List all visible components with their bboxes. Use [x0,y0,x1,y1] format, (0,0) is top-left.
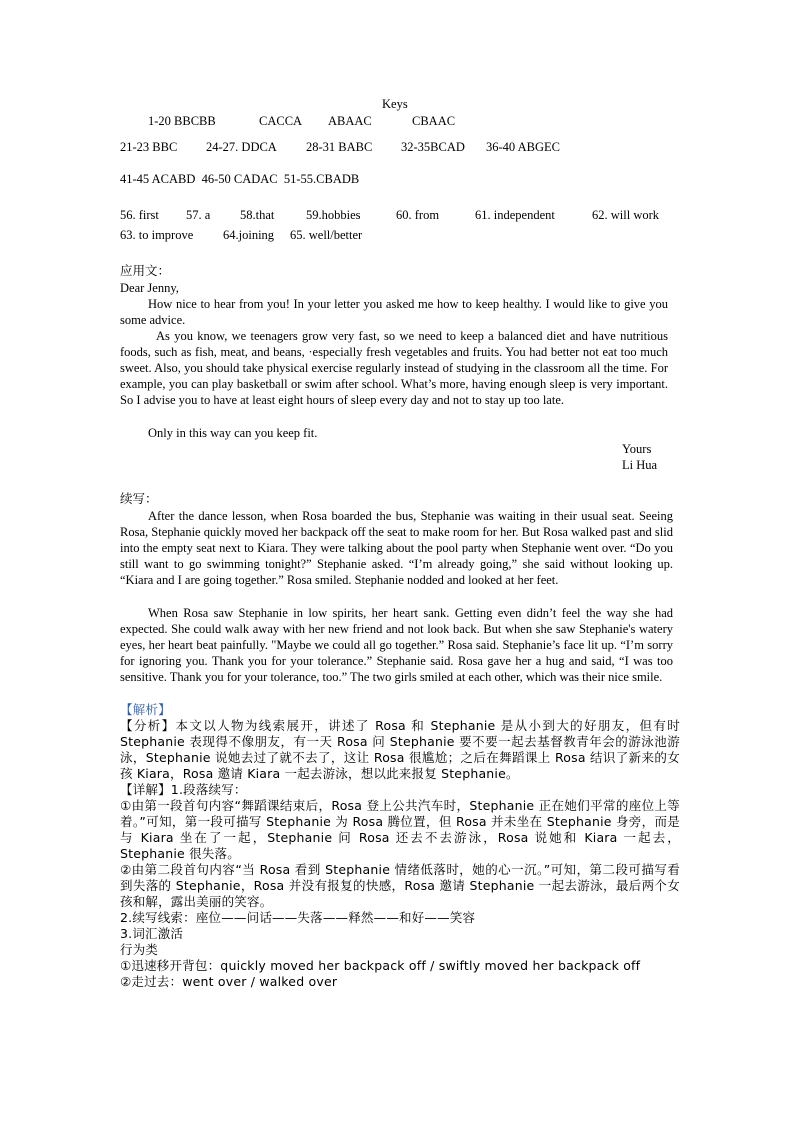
letter-greeting: Dear Jenny, [120,281,179,295]
key-item: 65. well/better [290,228,363,242]
letter-closing: Yours [622,442,652,456]
continuation-paragraph-1: After the dance lesson, when Rosa boarded the bus, Stephanie was waiting in their usual seat. Seeing Rosa, Stephanie quickly moved her backpack off the seat to make room for her. But Rosa walked past and slid into the empty seat next to Kiara. They were talking about the pool party when Stephanie went over. “Do you still want to go swimming tonight?” Stephanie asked. “I’m already going,” she said without looking up. “Kiara and I are going together.” Rosa smiled. Stephanie nodded and looked at her feet. [120,509,673,587]
analysis-category: 行为类 [120,942,159,957]
analysis-section [120,702,680,990]
key-item: 58.that [240,208,275,222]
key-item: 57. a [186,208,211,222]
key-group: ABAAC [328,114,372,128]
continuation-paragraph-2: When Rosa saw Stephanie in low spirits, her heart sank. Getting even didn’t feel the way she had expected. She could walk away with her new friend and not look back. But when she saw Stephanie's watery eyes, her heart beat painfully. "Maybe we could all go together.” Rosa said. Stephanie’s face lit up. “I’m sorry for ignoring you. Thank you for your tolerance.” Stephanie said. Rosa gave her a hug and said, “I was too sensitive. Thank you for your tolerance, too.” The two girls smiled at each other, which was their nice smile. [120,606,673,684]
letter-signature: Li Hua [622,458,658,472]
key-group: 28-31 BABC [306,140,373,154]
key-group: 36-40 ABGEC [486,140,560,154]
key-item: 56. first [120,208,159,222]
letter-heading: 应用文： [120,263,171,278]
analysis-clue: 2.续写线索：座位——问话——失落——释然——和好——笑容 [120,910,476,925]
analysis-tag: 【解析】 [120,702,171,717]
letter-paragraph-2: As you know, we teenagers grow very fast, so we need to keep a balanced diet and have nutritious foods, such as fish, meat, and beans, ·especially fresh vegetables and fruits. You had better not eat too much sweet. Also, you should take physical exercise regularly instead of studying in the classroom all the time. For example, you can play basketball or swim after school. What’s more, having enough sleep is very important. So I advise you to have at least eight hours of sleep every day and not to stay up too late. [120,329,668,407]
key-item: 63. to improve [120,228,194,242]
key-group: 21-23 BBC [120,140,178,154]
letter-paragraph-3: Only in this way can you keep fit. [148,426,318,440]
analysis-vocab-heading: 3.词汇激活 [120,926,184,941]
analysis-vocab-2: ②走过去：went over / walked over [120,974,338,989]
letter-paragraph-1: How nice to hear from you! In your letter you asked me how to keep healthy. I would like to give you some advice. [120,297,668,327]
keys-row-3: 41-45 ACABD 46-50 CADAC 51-55.CBADB [120,172,360,186]
keys-title: Keys [382,97,408,111]
analysis-item-1: ①由第一段首句内容“舞蹈课结束后，Rosa 登上公共汽车时，Stephanie 正在她们平常的座位上等着。”可知，第一段可描写 Stephanie 为 Rosa 腾位置，但 Rosa 并未坐在 Stephanie 身旁，而是与 Kiara 坐在了一起，Stephanie 问 Rosa 还去不去游泳，Rosa 说她和 Kiara 一起去，Stephanie 很失落。 [120,798,680,861]
key-item: 62. will work [592,208,660,222]
analysis-detail-heading: 【详解】1.段落续写： [120,782,247,797]
key-group: CACCA [259,114,303,128]
key-group: 24-27. DDCA [206,140,277,154]
key-group: 32-35BCAD [401,140,465,154]
analysis-vocab-1: ①迅速移开背包：quickly moved her backpack off / swiftly moved her backpack off [120,958,641,973]
analysis-item-2: ②由第二段首句内容“当 Rosa 看到 Stephanie 情绪低落时，她的心一沉。”可知，第二段可描写看到失落的 Stephanie，Rosa 并没有报复的快感，Rosa 邀请 Stephanie 一起去游泳，最后两个女孩和解，露出美丽的笑容。 [120,862,680,909]
key-group: CBAAC [412,114,456,128]
key-item: 64.joining [223,228,275,242]
key-item: 59.hobbies [306,208,361,222]
continuation-heading: 续写： [120,491,158,506]
analysis-summary: 【分析】本文以人物为线索展开，讲述了 Rosa 和 Stephanie 是从小到大的好朋友，但有时 Stephanie 表现得不像朋友，有一天 Rosa 问 Stephanie 要不要一起去基督教青年会的游泳池游泳，Stephanie 说她去过了就不去了，这让 Rosa 很尴尬；之后在舞蹈课上 Rosa 结识了新来的女孩 Kiara，Rosa 邀请 Kiara 一起去游泳，想以此来报复 Stephanie。 [120,718,680,781]
key-item: 61. independent [475,208,555,222]
key-group: 1-20 BBCBB [148,114,216,128]
key-item: 60. from [396,208,440,222]
